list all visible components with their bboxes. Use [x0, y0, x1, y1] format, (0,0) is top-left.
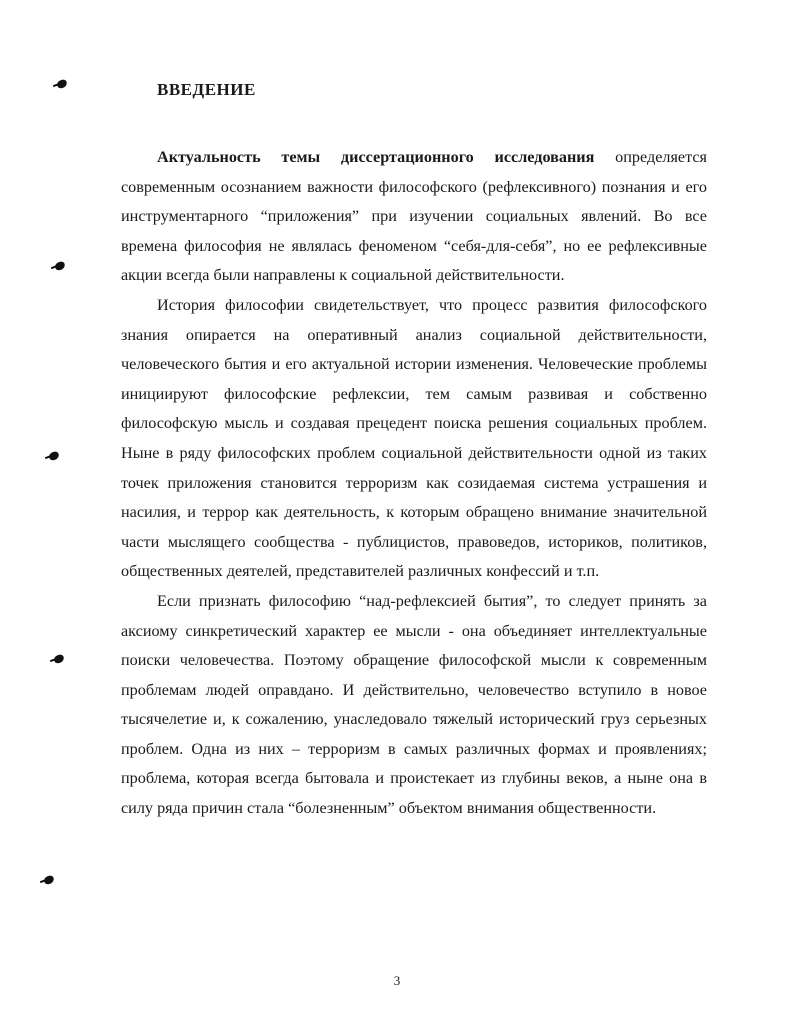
- binding-hole-mark: [56, 79, 68, 90]
- binding-hole-mark: [54, 261, 66, 272]
- body-text: [121, 143, 707, 824]
- page-number: 3: [393, 973, 401, 988]
- paragraph-lead: Актуальность темы диссертационного исследования: [157, 148, 595, 166]
- paragraph-text: определяется современным осознанием важности философского (рефлексивного) познания и его инструментарного “приложения” при изучении социальных явлений. Во все времена философия не являлась феноменом “себя-для-себя”, но ее рефлексивные акции всегда были направлены к социальной действительности.: [121, 148, 707, 285]
- section-heading: ВВЕДЕНИЕ: [157, 80, 256, 99]
- binding-hole-mark: [43, 875, 55, 886]
- paragraph: [121, 143, 707, 291]
- binding-hole-mark: [48, 451, 60, 462]
- paragraph: История философии свидетельствует, что процесс развития философского знания опирается на оперативный анализ социальной действительности, человеческого бытия и его актуальной истории изменения. Человеческие проблемы инициируют философские рефлексии, тем самым развивая и собственно философскую мысль и создавая прецедент поиска решения социальных проблем. Ныне в ряду философских проблем социальной действительности одной из таких точек приложения становится терроризм как созидаемая система устрашения и насилия, и террор как деятельность, к которым обращено внимание значительной части мыслящего сообщества - публицистов, правоведов, историков, политиков, общественных деятелей, представителей различных конфессий и т.п.: [121, 295, 707, 581]
- binding-hole-mark: [53, 654, 65, 665]
- paragraph: Если признать философию “над-рефлексией бытия”, то следует принять за аксиому синкретический характер ее мысли - она объединяет интеллектуальные поиски человечества. Поэтому обращение философской мысли к современным проблемам людей оправдано. И действительно, человечество вступило в новое тысячелетие и, к сожалению, унаследовало тяжелый исторический груз серьезных проблем. Одна из них – терроризм в самых различных формах и проявлениях; проблема, которая всегда бытовала и проистекает из глубины веков, а ныне она в силу ряда причин стала “болезненным” объектом внимания общественности.: [121, 591, 707, 818]
